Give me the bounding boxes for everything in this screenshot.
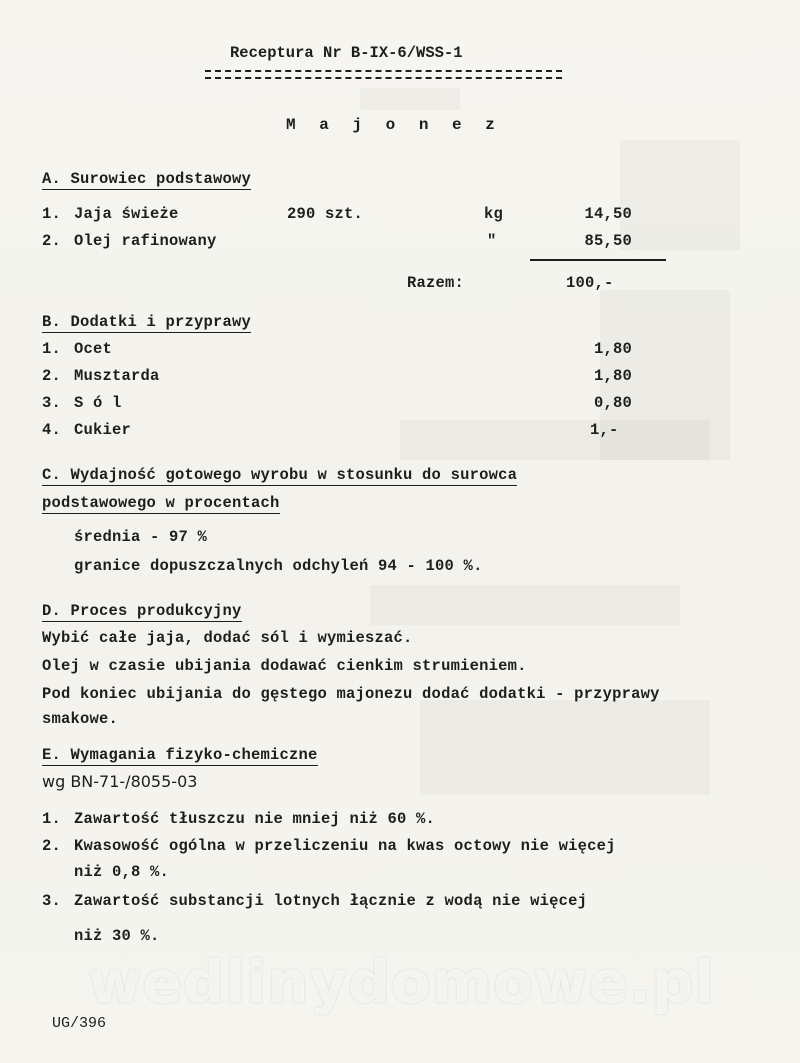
section-a-item-name: Jaja świeże <box>74 205 179 223</box>
total-value: 100,- <box>566 274 614 292</box>
section-a-item-value: 14,50 <box>584 205 632 223</box>
section-c-title-cont: podstawowego w procentach <box>42 494 280 512</box>
section-b-item-value: 1,- <box>590 421 619 439</box>
process-line: Pod koniec ubijania do gęstego majonezu dodać dodatki - przyprawy <box>42 685 660 703</box>
requirement-num: 2. <box>42 837 62 855</box>
section-c-title: C. Wydajność gotowego wyrobu w stosunku do surowca <box>42 466 518 484</box>
standard-reference: wg BN-71-/8055-03 <box>42 772 198 791</box>
requirement-num: 1. <box>42 810 62 828</box>
section-a-item-unit: " <box>487 232 497 250</box>
bleed-through-mark <box>420 700 710 795</box>
section-b-item-num: 1. <box>42 340 62 358</box>
process-line: smakowe. <box>42 710 119 728</box>
recipe-number: Receptura Nr B-IX-6/WSS-1 <box>230 44 463 62</box>
section-a-item-num: 1. <box>42 205 62 223</box>
section-b-item-num: 3. <box>42 394 62 412</box>
section-b-title: B. Dodatki i przyprawy <box>42 313 252 331</box>
section-b-item-value: 1,80 <box>593 367 632 385</box>
average-yield: średnia - 97 % <box>74 528 208 546</box>
requirement-text: Zawartość substancji lotnych łącznie z wodą nie więcej <box>74 892 588 910</box>
section-b-item-name: Ocet <box>74 340 113 358</box>
section-b-item-value: 1,80 <box>593 340 632 358</box>
section-b-item-name: Musztarda <box>74 367 160 385</box>
section-b-item-value: 0,80 <box>593 394 632 412</box>
requirement-text: Zawartość tłuszczu nie mniej niż 60 %. <box>74 810 436 828</box>
requirement-text-cont: niż 30 %. <box>74 927 160 945</box>
section-b-item-name: Cukier <box>74 421 132 439</box>
section-a-item-unit: kg <box>484 205 504 223</box>
section-b-item-num: 2. <box>42 367 62 385</box>
bleed-through-mark <box>360 88 460 110</box>
section-b-item-num: 4. <box>42 421 62 439</box>
total-label: Razem: <box>407 274 465 292</box>
section-a-item-value: 85,50 <box>584 232 632 250</box>
section-e-title: E. Wymagania fizyko-chemiczne <box>42 746 318 764</box>
section-a-item-num: 2. <box>42 232 62 250</box>
requirement-num: 3. <box>42 892 62 910</box>
total-rule <box>530 259 666 261</box>
bleed-through-mark <box>400 420 710 460</box>
title-double-underline <box>205 70 562 79</box>
requirement-text: Kwasowość ogólna w przeliczeniu na kwas octowy nie więcej <box>74 837 616 855</box>
process-line: Olej w czasie ubijania dodawać cienkim strumieniem. <box>42 657 527 675</box>
bleed-through-mark <box>370 585 680 625</box>
section-b-item-name: S ó l <box>74 394 122 412</box>
requirement-text-cont: niż 0,8 %. <box>74 863 170 881</box>
watermark: wedlinydomowe.pl <box>88 948 716 1016</box>
document-code: UG/396 <box>52 1015 107 1032</box>
yield-tolerance: granice dopuszczalnych odchyleń 94 - 100 %. <box>74 557 483 575</box>
section-a-item-name: Olej rafinowany <box>74 232 217 250</box>
process-line: Wybić całe jaja, dodać sól i wymieszać. <box>42 629 413 647</box>
section-d-title: D. Proces produkcyjny <box>42 602 242 620</box>
section-a-item-qty: 290 szt. <box>287 205 364 223</box>
bleed-through-mark <box>620 140 740 250</box>
product-name: M a j o n e z <box>286 116 502 134</box>
section-a-title: A. Surowiec podstawowy <box>42 170 252 188</box>
